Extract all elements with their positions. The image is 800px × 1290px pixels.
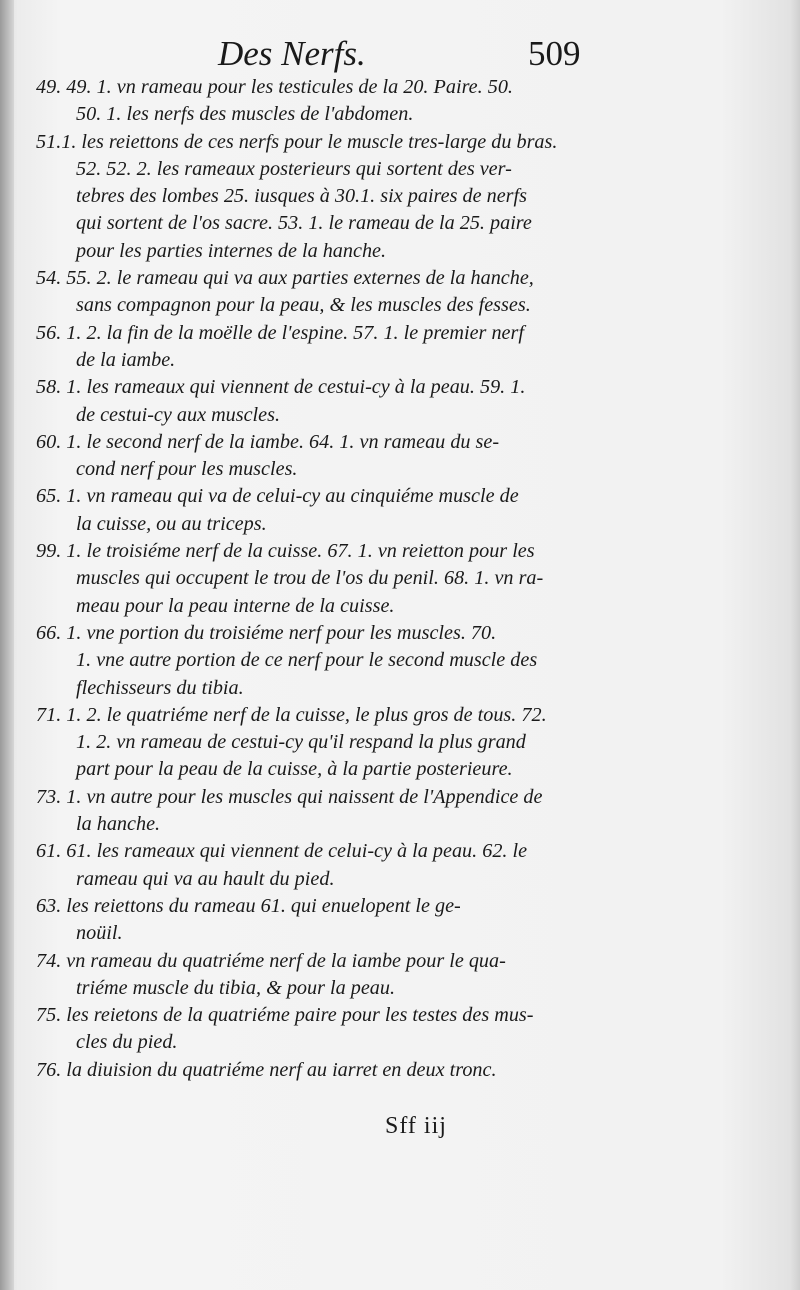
- entry-first-line: 99. 1. le troisiéme nerf de la cuisse. 67. 1. vn reietton pour les: [36, 540, 535, 563]
- entry-continuation-line: sans compagnon pour la peau, & les muscles des fesses.: [76, 294, 531, 317]
- legend-entry: [36, 1057, 591, 1084]
- entry-continuation-line: meau pour la peau interne de la cuisse.: [76, 594, 395, 617]
- entry-first-line: 60. 1. le second nerf de la iambe. 64. 1. vn rameau du se-: [36, 430, 500, 453]
- entry-continuation-line: flechisseurs du tibia.: [76, 676, 244, 699]
- legend-entry: [36, 265, 591, 320]
- entry-continuation-line: cles du pied.: [76, 1031, 178, 1054]
- entry-continuation-line: la hanche.: [76, 813, 161, 836]
- page-gutter-shadow: [0, 0, 14, 1290]
- entry-first-line: 76. la diuision du quatriéme nerf au iarret en deux tronc.: [36, 1058, 497, 1081]
- legend-entry: [36, 948, 591, 1003]
- entry-first-line: 73. 1. vn autre pour les muscles qui naissent de l'Appendice de: [36, 785, 543, 808]
- entry-continuation-line: pour les parties internes de la hanche.: [76, 239, 387, 262]
- entry-first-line: 54. 55. 2. le rameau qui va aux parties externes de la hanche,: [36, 267, 534, 290]
- entry-continuation-line: tebres des lombes 25. iusques à 30.1. six paires de nerfs: [76, 185, 527, 208]
- legend-text-block: [36, 74, 591, 1084]
- entry-first-line: 71. 1. 2. le quatriéme nerf de la cuisse, le plus gros de tous. 72.: [36, 703, 547, 726]
- legend-entry: [36, 784, 591, 839]
- legend-entry: [36, 1002, 591, 1057]
- entry-first-line: 63. les reiettons du rameau 61. qui enuelopent le ge-: [36, 894, 461, 917]
- entry-continuation-line: 1. vne autre portion de ce nerf pour le second muscle des: [76, 649, 538, 672]
- signature-mark: Sff iij: [385, 1113, 447, 1139]
- entry-continuation-line: de la iambe.: [76, 348, 176, 371]
- page-number: 509: [528, 34, 581, 73]
- entry-first-line: 74. vn rameau du quatriéme nerf de la iambe pour le qua-: [36, 949, 506, 972]
- legend-entry: [36, 483, 591, 538]
- entry-continuation-line: part pour la peau de la cuisse, à la partie posterieure.: [76, 758, 513, 781]
- entry-continuation-line: de cestui-cy aux muscles.: [76, 403, 281, 426]
- entry-first-line: 75. les reietons de la quatriéme paire pour les testes des mus-: [36, 1004, 534, 1027]
- entry-first-line: 65. 1. vn rameau qui va de celui-cy au cinquiéme muscle de: [36, 485, 519, 508]
- legend-entry: [36, 620, 591, 702]
- entry-first-line: 51.1. les reiettons de ces nerfs pour le muscle tres-large du bras.: [36, 130, 558, 153]
- entry-first-line: 58. 1. les rameaux qui viennent de cestui-cy à la peau. 59. 1.: [36, 376, 526, 399]
- legend-entry: [36, 702, 591, 784]
- legend-entry: [36, 838, 591, 893]
- legend-entry: [36, 74, 591, 129]
- entry-first-line: 49. 49. 1. vn rameau pour les testicules de la 20. Paire. 50.: [36, 76, 513, 98]
- legend-entry: [36, 320, 591, 375]
- entry-continuation-line: la cuisse, ou au triceps.: [76, 512, 267, 535]
- entry-continuation-line: 1. 2. vn rameau de cestui-cy qu'il respand la plus grand: [76, 731, 526, 754]
- legend-entry: [36, 374, 591, 429]
- entry-first-line: 61. 61. les rameaux qui viennent de celui-cy à la peau. 62. le: [36, 840, 528, 863]
- legend-entry: [36, 429, 591, 484]
- legend-entry: [36, 538, 591, 620]
- entry-continuation-line: noüil.: [76, 922, 123, 945]
- entry-continuation-line: triéme muscle du tibia, & pour la peau.: [76, 976, 396, 999]
- entry-continuation-line: 52. 52. 2. les rameaux posterieurs qui sortent des ver-: [76, 157, 512, 180]
- entry-continuation-line: rameau qui va au hault du pied.: [76, 867, 335, 890]
- legend-entry: [36, 129, 591, 265]
- entry-first-line: 66. 1. vne portion du troisiéme nerf pour les muscles. 70.: [36, 621, 497, 644]
- legend-entry: [36, 893, 591, 948]
- entry-continuation-line: qui sortent de l'os sacre. 53. 1. le rameau de la 25. paire: [76, 212, 532, 235]
- entry-continuation-line: muscles qui occupent le trou de l'os du penil. 68. 1. vn ra-: [76, 567, 544, 590]
- entry-continuation-line: 50. 1. les nerfs des muscles de l'abdomen.: [76, 103, 414, 126]
- running-title: Des Nerfs.: [218, 34, 366, 73]
- entry-continuation-line: cond nerf pour les muscles.: [76, 458, 298, 481]
- entry-first-line: 56. 1. 2. la fin de la moëlle de l'espine. 57. 1. le premier nerf: [36, 321, 524, 344]
